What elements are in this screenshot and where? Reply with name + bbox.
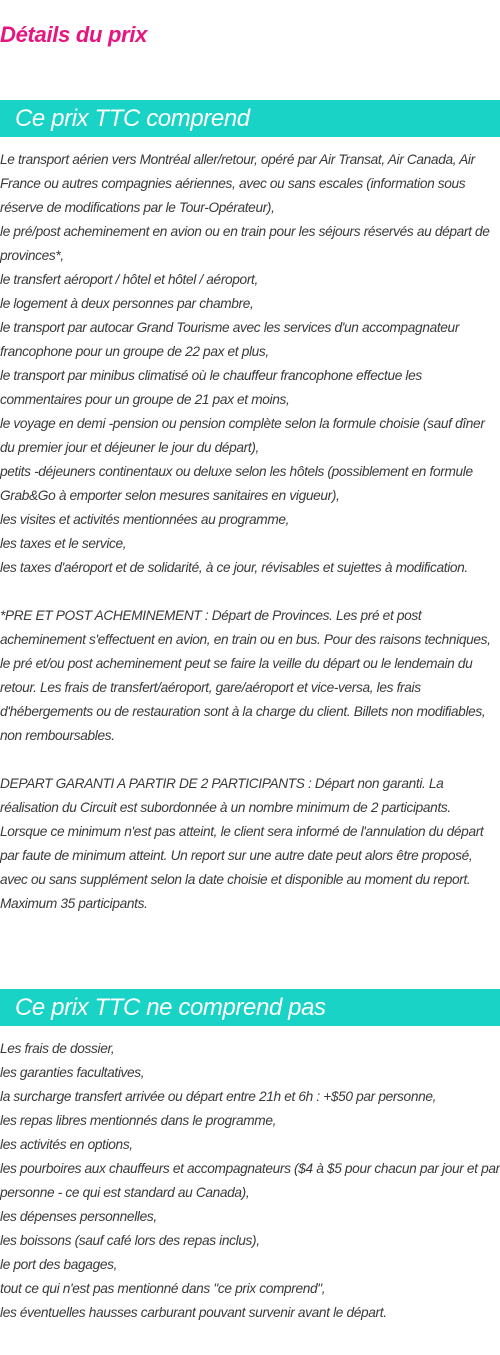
list-item: les visites et activités mentionnées au programme, — [0, 512, 290, 527]
list-item: les dépenses personnelles, — [0, 1209, 157, 1224]
pre-post-acheminement-note: *PRE ET POST ACHEMINEMENT : Départ de Provinces. Les pré et post acheminement s'effectuent en avion, en train ou en bus. Pour des raisons techniques, le pré et/ou post acheminement peut se faire la veille du départ ou le lendemain du retour. Les frais de transfert/aéroport, gare/aéroport et vice-versa, les frais d'hébergements ou de restauration sont à la charge du client. Billets non modifiables, non remboursables. — [0, 608, 491, 743]
list-item: petits -déjeuners continentaux ou deluxe selon les hôtels (possiblement en formule Grab&Go à emporter selon mesures sanitaires en vigueur), — [0, 464, 473, 503]
list-item: les pourboires aux chauffeurs et accompagnateurs ($4 à $5 pour chacun par jour et par personne - ce qui est standard au Canada), — [0, 1161, 500, 1200]
list-item: le logement à deux personnes par chambre, — [0, 296, 254, 311]
excludes-heading: Ce prix TTC ne comprend pas — [15, 994, 326, 1021]
page-title: Détails du prix — [0, 22, 148, 47]
excludes-list — [0, 1037, 500, 1325]
list-item: les repas libres mentionnés dans le programme, — [0, 1113, 277, 1128]
list-item: le transport par minibus climatisé où le chauffeur francophone effectue les commentaires pour un groupe de 21 pax et moins, — [0, 368, 422, 407]
includes-section-header — [0, 100, 500, 137]
list-item: la surcharge transfert arrivée ou départ entre 21h et 6h : +$50 par personne, — [0, 1089, 437, 1104]
includes-heading: Ce prix TTC comprend — [15, 105, 250, 132]
list-item: le transport par autocar Grand Tourisme avec les services d'un accompagnateur francophone pour un groupe de 22 pax et plus, — [0, 320, 460, 359]
excludes-section-header — [0, 989, 500, 1026]
list-item: les activités en options, — [0, 1137, 133, 1152]
list-item: Les frais de dossier, — [0, 1041, 115, 1056]
list-item: les garanties facultatives, — [0, 1065, 145, 1080]
list-item: les taxes d'aéroport et de solidarité, à ce jour, révisables et sujettes à modification. — [0, 560, 468, 575]
depart-garanti-note: DEPART GARANTI A PARTIR DE 2 PARTICIPANTS : Départ non garanti. La réalisation du Circuit est subordonnée à un nombre minimum de 2 participants. Lorsque ce minimum n'est pas atteint, le client sera informé de l'annulation du départ par faute de minimum atteint. Un report sur une autre date peut alors être proposé, avec ou sans supplément selon la date choisie et disponible au moment du report. Maximum 35 participants. — [0, 776, 484, 911]
list-item: le transfert aéroport / hôtel et hôtel / aéroport, — [0, 272, 258, 287]
list-item: Le transport aérien vers Montréal aller/retour, opéré par Air Transat, Air Canada, Air France ou autres compagnies aériennes, avec ou sans escales (information sous réserve de modifications par le Tour-Opérateur), — [0, 152, 475, 215]
list-item: le pré/post acheminement en avion ou en train pour les séjours réservés au départ de provinces*, — [0, 224, 490, 263]
includes-list — [0, 148, 500, 916]
list-item: les boissons (sauf café lors des repas inclus), — [0, 1233, 260, 1248]
list-item: le port des bagages, — [0, 1257, 118, 1272]
list-item: le voyage en demi -pension ou pension complète selon la formule choisie (sauf dîner du premier jour et déjeuner le jour du départ), — [0, 416, 485, 455]
list-item: les taxes et le service, — [0, 536, 127, 551]
list-item: tout ce qui n'est pas mentionné dans "ce prix comprend", — [0, 1281, 326, 1296]
list-item: les éventuelles hausses carburant pouvant survenir avant le départ. — [0, 1305, 387, 1320]
